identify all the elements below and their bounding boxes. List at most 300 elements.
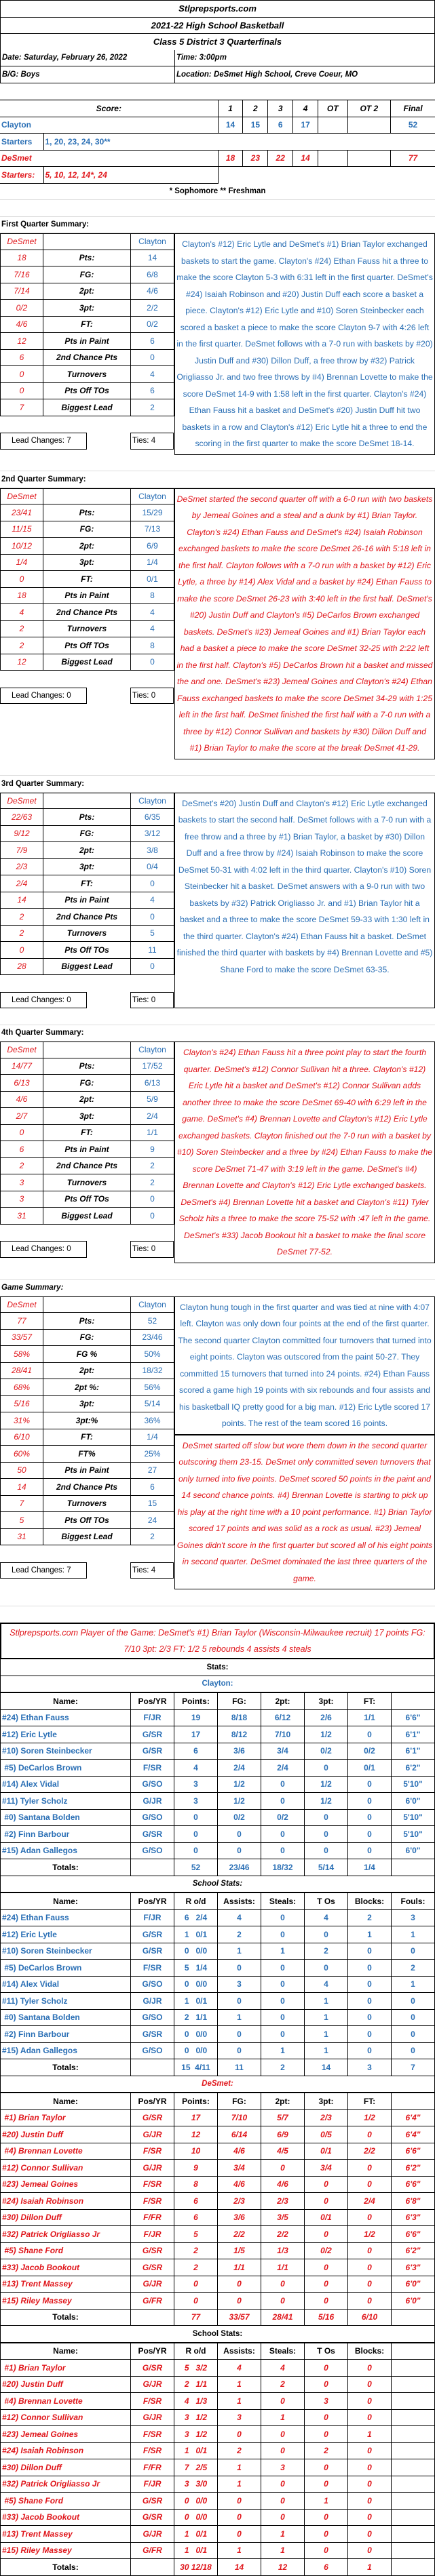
stat-cell: 6'0" xyxy=(392,2293,435,2310)
stat-row xyxy=(0,1463,174,1480)
stat-label: Biggest Lead xyxy=(43,1529,131,1546)
stat-cell: 2 xyxy=(392,1960,435,1977)
desmet-value: 0 xyxy=(0,1125,43,1142)
stat-cell: 3/4 xyxy=(218,2160,261,2177)
stat-cell: 0 xyxy=(174,1826,218,1843)
stat-cell: 0 xyxy=(218,2026,261,2043)
table-row xyxy=(1,1993,435,2010)
desmet-value: 7 xyxy=(0,1496,43,1513)
stat-cell: G/SR xyxy=(131,2493,174,2510)
stat-cell: 0/2 xyxy=(218,1809,261,1826)
table-row xyxy=(1,1909,435,1926)
desmet-value: 3 xyxy=(0,1174,43,1191)
player-name: #10) Soren Steinbecker xyxy=(1,1943,131,1960)
stat-cell: 1/1 xyxy=(218,2259,261,2276)
desmet-value: 7/16 xyxy=(0,266,43,283)
stat-cell: 0/2 xyxy=(305,2242,348,2259)
desmet-value: 2/3 xyxy=(0,859,43,876)
stat-cell: 3 xyxy=(218,2409,261,2426)
stat-cell: 0 xyxy=(218,1842,261,1859)
stat-cell: 1 0/1 xyxy=(174,1926,218,1943)
stat-cell: 0 xyxy=(348,2509,392,2526)
summary-title: First Quarter Summary: xyxy=(0,217,435,234)
stat-cell: 5 3/2 xyxy=(174,2360,218,2377)
player-name: #20) Justin Duff xyxy=(1,2376,131,2393)
player-name: #5) Shane Ford xyxy=(1,2493,131,2510)
stat-cell: 2 1/1 xyxy=(174,2376,218,2393)
lead-changes: Lead Changes: 7 xyxy=(0,1562,87,1579)
stat-row xyxy=(0,1512,174,1529)
summary-block xyxy=(0,776,435,1025)
stat-cell: 0 xyxy=(261,1909,305,1926)
stat-row xyxy=(0,1396,174,1413)
stat-cell: G/SO xyxy=(131,2009,174,2026)
stat-cell: 0/1 xyxy=(305,2143,348,2160)
stat-cell: 0 xyxy=(261,2293,305,2310)
stat-cell: 6/12 xyxy=(261,1709,305,1726)
desmet-narrative: DeSmet started the second quarter off with a 6-0 run with two baskets by Jemeal Goines and a steal and a dunk by #1) Brian Taylor. Clayton's #24) Ethan Fauss and DeSmet's #24) Isaiah Robinson exchanged baskets to make the score DeSmet 26-16 with 5:18 left in the first half. Clayton follows with a 7-0 run with a basket by #12) Eric Lytle, a three by #14) Alex Vidal and a basket by #24) Ethan Fauss to make the score DeSmet 26-23 with 3:40 left in the first half. DeSmet's #20) Justin Duff and Clayton's #5) DeCarlos Brown exchanged baskets. DeSmet's #23) Jemeal Goines and #1) Brian Taylor each had a basket a piece to make the score DeSmet 32-25 with 2:22 left in the first half. Clayton's #5) DeCarlos Brown hit a basket and missed the and one. DeSmet's #23) Jemeal Goines and Clayton's #24) Ethan Fauss exchanged baskets to make the score DeSmet 34-29 with 1:25 left in the first half. DeSmet finished the first half with a 7-0 run with a three by #12) Connor Sullivan and baskets by #30) Dillon Duff and #1) Brian Taylor to make the score at the break DeSmet 41-29. xyxy=(174,488,435,759)
stat-cell: 0 xyxy=(218,2426,261,2443)
stat-cell: 1 xyxy=(261,2542,305,2559)
team-header-desmet: DeSmet xyxy=(0,488,43,505)
stat-cell: G/SR xyxy=(131,2360,174,2377)
player-name: #13) Trent Massey xyxy=(1,2526,131,2543)
stat-cell: G/SR xyxy=(131,1826,174,1843)
column-header xyxy=(392,2343,435,2360)
stat-cell: 0 xyxy=(348,2442,392,2459)
desmet-shooting-table xyxy=(0,2093,435,2326)
stat-cell: 0 xyxy=(261,1976,305,1993)
stat-cell: 0 xyxy=(261,2509,305,2526)
stat-cell: 1 xyxy=(218,1943,261,1960)
scoreboard-header xyxy=(0,100,435,117)
player-name: #12) Eric Lytle xyxy=(1,1726,131,1743)
stat-cell: 1/1 xyxy=(261,2259,305,2276)
stat-cell: 0 xyxy=(348,2176,392,2193)
player-name: #23) Jemeal Goines xyxy=(1,2176,131,2193)
table-header xyxy=(1,2093,435,2110)
stat-cell: 0 xyxy=(392,1993,435,2010)
table-row xyxy=(1,2442,435,2459)
stat-cell: 0 xyxy=(218,1826,261,1843)
stat-cell: 0 xyxy=(305,2509,348,2526)
player-name: #12) Connor Sullivan xyxy=(1,2160,131,2177)
column-header: Name: xyxy=(1,1893,131,1910)
empty-cell xyxy=(218,167,435,184)
stat-cell: 4 xyxy=(174,1760,218,1777)
stat-cell: F/SR xyxy=(131,2193,174,2210)
stat-cell: 0 xyxy=(305,2259,348,2276)
header-blank xyxy=(43,793,131,810)
stat-cell: 0 xyxy=(348,2476,392,2493)
stat-cell: G/SR xyxy=(131,1743,174,1760)
stat-cell: 0 xyxy=(348,1993,392,2010)
summary-stats xyxy=(0,488,174,759)
stat-label: FG % xyxy=(43,1346,131,1363)
clayton-value: 0 xyxy=(131,909,174,926)
stat-cell: 0 xyxy=(348,2242,392,2259)
stat-label: 2pt: xyxy=(43,283,131,300)
spacer xyxy=(0,1008,435,1025)
stat-row xyxy=(0,637,174,654)
stat-row xyxy=(0,399,174,416)
desmet-value: 7 xyxy=(0,399,43,416)
stat-cell: 8 xyxy=(174,2176,218,2193)
clayton-value: 17/52 xyxy=(131,1058,174,1075)
stat-label: Pts in Paint xyxy=(43,1141,131,1158)
stat-row xyxy=(0,266,174,283)
lead-ties-row xyxy=(0,1562,174,1579)
stat-label: Biggest Lead xyxy=(43,654,131,671)
header-blank xyxy=(43,1042,131,1058)
table-row xyxy=(1,1760,435,1777)
stat-cell: 0 xyxy=(348,2160,392,2177)
stat-row xyxy=(0,1058,174,1075)
total-cell xyxy=(392,2559,435,2576)
stat-cell: 0 xyxy=(348,2276,392,2293)
desmet-value: 9/12 xyxy=(0,826,43,843)
stat-cell: 0 xyxy=(261,2476,305,2493)
stat-cell: F/FR xyxy=(131,2459,174,2476)
stat-cell: G/SO xyxy=(131,1809,174,1826)
clayton-value: 2 xyxy=(131,1158,174,1175)
stat-cell: 1 xyxy=(218,2542,261,2559)
stat-label: Turnovers xyxy=(43,1496,131,1513)
desmet-value: 0 xyxy=(0,383,43,400)
stat-cell: 0 xyxy=(261,2493,305,2510)
stat-cell: 1 xyxy=(261,2042,305,2059)
stat-cell: 0 xyxy=(348,1943,392,1960)
table-row xyxy=(1,1709,435,1726)
team-header-desmet: DeSmet xyxy=(0,793,43,810)
stat-cell: 2 xyxy=(174,2259,218,2276)
stat-row xyxy=(0,555,174,572)
clayton-value: 6 xyxy=(131,383,174,400)
period-header: 4 xyxy=(293,100,318,117)
period-score xyxy=(347,150,391,167)
stat-row xyxy=(0,1158,174,1175)
stat-cell: 0 xyxy=(218,2493,261,2510)
starters-list: 1, 20, 23, 24, 30** xyxy=(45,136,111,146)
stat-cell: 5'10" xyxy=(392,1776,435,1793)
stat-label: 2pt: xyxy=(43,538,131,555)
stat-label: 3pt:% xyxy=(43,1412,131,1429)
desmet-value: 2 xyxy=(0,909,43,926)
stat-cell: 6 xyxy=(174,1743,218,1760)
table-row xyxy=(1,2459,435,2476)
stat-cell: 0 0/0 xyxy=(174,2509,218,2526)
clayton-value: 8 xyxy=(131,588,174,605)
lead-changes: Lead Changes: 0 xyxy=(0,992,87,1009)
player-name: #12) Connor Sullivan xyxy=(1,2409,131,2426)
stat-cell: 9 xyxy=(174,2160,218,2177)
period-score: 23 xyxy=(243,150,268,167)
stat-cell: F/JR xyxy=(131,1709,174,1726)
stat-cell: G/SR xyxy=(131,2109,174,2126)
stat-cell: 1 xyxy=(305,1993,348,2010)
stat-cell: 1/2 xyxy=(218,1793,261,1810)
stat-row xyxy=(0,317,174,334)
stat-cell: 1 0/1 xyxy=(174,1993,218,2010)
stat-cell: 3 xyxy=(305,2393,348,2410)
ties: Ties: 0 xyxy=(130,1241,174,1258)
stat-cell: 6'8" xyxy=(392,2193,435,2210)
table-row xyxy=(1,2143,435,2160)
stat-cell: 6'2" xyxy=(392,2160,435,2177)
stat-cell: 4 xyxy=(261,2360,305,2377)
player-name: #33) Jacob Bookout xyxy=(1,2259,131,2276)
stat-cell: 0 xyxy=(218,2276,261,2293)
stat-row xyxy=(0,926,174,943)
desmet-value: 60% xyxy=(0,1446,43,1463)
stat-cell: 0 xyxy=(305,1826,348,1843)
stat-cell: 6'6" xyxy=(392,1709,435,1726)
stat-row xyxy=(0,1141,174,1158)
stat-cell: 1 xyxy=(261,2409,305,2426)
team-header-clayton: Clayton xyxy=(131,1296,174,1313)
game-time: Time: 3:00pm xyxy=(176,54,227,62)
team-header-clayton: Clayton xyxy=(131,488,174,505)
stat-cell: 0 xyxy=(261,1960,305,1977)
stat-cell: 0 0/0 xyxy=(174,1943,218,1960)
stat-label: 2nd Chance Pts xyxy=(43,604,131,621)
column-header: Pos/YR xyxy=(131,2093,174,2110)
desmet-value: 2 xyxy=(0,926,43,943)
stat-cell: 2 xyxy=(305,1943,348,1960)
totals-row xyxy=(1,1859,435,1876)
stat-cell: G/SO xyxy=(131,1976,174,1993)
table-row xyxy=(1,2409,435,2426)
clayton-value: 4/6 xyxy=(131,283,174,300)
clayton-school-stats-table xyxy=(0,1893,435,2076)
clayton-value: 0/1 xyxy=(131,571,174,588)
stat-cell: G/SR xyxy=(131,1943,174,1960)
summary-stats-header xyxy=(0,1296,174,1313)
stat-cell: 3/4 xyxy=(305,2160,348,2177)
final-score: 52 xyxy=(391,117,435,134)
stat-cell: 0 xyxy=(218,1993,261,2010)
clayton-value: 36% xyxy=(131,1412,174,1429)
clayton-value: 0 xyxy=(131,350,174,367)
stat-cell: 5'10" xyxy=(392,1826,435,1843)
column-header: T Os xyxy=(305,1893,348,1910)
stat-cell: 4/6 xyxy=(218,2176,261,2193)
stat-cell xyxy=(392,2526,435,2543)
table-header xyxy=(1,1893,435,1910)
totals-row xyxy=(1,2309,435,2326)
lead-ties-row xyxy=(0,688,174,705)
clayton-value: 6/9 xyxy=(131,538,174,555)
stat-cell xyxy=(392,2360,435,2377)
stat-cell: 7/10 xyxy=(218,2109,261,2126)
stat-row xyxy=(0,942,174,959)
spacer xyxy=(0,1225,174,1242)
stat-cell: 0 xyxy=(305,2293,348,2310)
desmet-value: 58% xyxy=(0,1346,43,1363)
team-header-desmet: DeSmet xyxy=(0,233,43,250)
table-row xyxy=(1,2526,435,2543)
total-cell: 5/16 xyxy=(305,2309,348,2326)
column-header: FG: xyxy=(218,2093,261,2110)
stat-cell: 1 0/1 xyxy=(174,2542,218,2559)
team-header-desmet: DeSmet xyxy=(0,1042,43,1058)
period-header: 1 xyxy=(218,100,243,117)
table-row xyxy=(1,1842,435,1859)
spacer xyxy=(0,83,435,100)
stat-cell: G/SO xyxy=(131,2042,174,2059)
stat-cell: 1/5 xyxy=(218,2242,261,2259)
stat-cell: 19 xyxy=(174,1709,218,1726)
period-header: 3 xyxy=(268,100,293,117)
desmet-value: 11/15 xyxy=(0,521,43,538)
stat-cell: F/JR xyxy=(131,1909,174,1926)
stat-cell: G/JR xyxy=(131,1793,174,1810)
total-cell xyxy=(131,1859,174,1876)
desmet-value: 31 xyxy=(0,1529,43,1546)
stat-cell: 1 xyxy=(305,2026,348,2043)
player-name: #32) Patrick Origliasso Jr xyxy=(1,2226,131,2243)
spacer xyxy=(0,1589,435,1606)
stat-row xyxy=(0,350,174,367)
total-cell xyxy=(131,2059,174,2076)
stat-cell xyxy=(392,2376,435,2393)
stat-cell: 0 xyxy=(305,1960,348,1977)
stat-cell xyxy=(392,2393,435,2410)
stat-cell: 1 xyxy=(348,2426,392,2443)
total-cell: 11 xyxy=(218,2059,261,2076)
totals-label: Totals: xyxy=(1,2559,131,2576)
clayton-value: 6 xyxy=(131,1479,174,1496)
clayton-value: 4 xyxy=(131,621,174,638)
stat-cell: 3 xyxy=(392,1909,435,1926)
date-time-row xyxy=(0,50,435,67)
stat-cell: F/SR xyxy=(131,2393,174,2410)
stat-cell: 3 1/2 xyxy=(174,2426,218,2443)
desmet-value: 31% xyxy=(0,1412,43,1429)
total-cell: 30 12/18 xyxy=(174,2559,218,2576)
stat-cell xyxy=(392,2442,435,2459)
player-name: #11) Tyler Scholz xyxy=(1,1993,131,2010)
stat-cell: F/FR xyxy=(131,2209,174,2226)
site-title-text: Stlprepsports.com xyxy=(178,3,257,14)
stat-cell: 2/2 xyxy=(218,2226,261,2243)
stat-cell: 0 xyxy=(261,2393,305,2410)
stat-cell xyxy=(392,2493,435,2510)
total-cell: 18/32 xyxy=(261,1859,305,1876)
stat-cell: 1 xyxy=(218,2459,261,2476)
stat-cell: 0/1 xyxy=(348,1760,392,1777)
totals-row xyxy=(1,2559,435,2576)
stat-cell: 1/3 xyxy=(261,2242,305,2259)
stat-cell: 3/4 xyxy=(261,1743,305,1760)
stat-label: Biggest Lead xyxy=(43,1208,131,1225)
stat-row xyxy=(0,538,174,555)
column-header: Name: xyxy=(1,1693,131,1710)
player-name: #30) Dillon Duff xyxy=(1,2459,131,2476)
desmet-value: 6/10 xyxy=(0,1429,43,1446)
desmet-value: 23/41 xyxy=(0,504,43,521)
stat-cell: 2 xyxy=(174,2242,218,2259)
stat-label: Pts in Paint xyxy=(43,333,131,350)
summary-split xyxy=(0,488,435,759)
summary-block xyxy=(0,1280,435,1606)
clayton-value: 11 xyxy=(131,942,174,959)
stat-cell: G/FR xyxy=(131,2293,174,2310)
summary-block xyxy=(0,217,435,472)
stat-cell: 3 xyxy=(174,1793,218,1810)
stat-label: 3pt: xyxy=(43,555,131,572)
stat-row xyxy=(0,875,174,892)
stat-cell: 4 xyxy=(218,1909,261,1926)
stat-cell: 0 xyxy=(305,1760,348,1777)
desmet-starters-row xyxy=(0,167,435,184)
summary-title: 2nd Quarter Summary: xyxy=(0,471,435,488)
period-score: 14 xyxy=(218,117,243,134)
stat-cell: 0 xyxy=(305,1809,348,1826)
stat-row xyxy=(0,1363,174,1380)
clayton-value: 8 xyxy=(131,637,174,654)
stat-row xyxy=(0,909,174,926)
header-blank xyxy=(43,1296,131,1313)
stat-label: FT: xyxy=(43,317,131,334)
table-row xyxy=(1,2393,435,2410)
stat-cell: F/SR xyxy=(131,1960,174,1977)
season-title-text: 2021-22 High School Basketball xyxy=(151,20,284,31)
ties: Ties: 4 xyxy=(130,1562,174,1579)
total-cell: 6 xyxy=(305,2559,348,2576)
gender: B/G: Boys xyxy=(1,66,175,83)
stat-cell xyxy=(392,2542,435,2559)
table-row xyxy=(1,2226,435,2243)
summary-stats-header xyxy=(0,1042,174,1058)
stat-cell xyxy=(392,2476,435,2493)
desmet-value: 0 xyxy=(0,366,43,383)
column-header: Pos/YR xyxy=(131,1893,174,1910)
period-score xyxy=(347,117,391,134)
desmet-value: 4/6 xyxy=(0,317,43,334)
stat-row xyxy=(0,571,174,588)
total-cell: 77 xyxy=(174,2309,218,2326)
stat-cell: 0 xyxy=(305,2459,348,2476)
stat-cell: 0 xyxy=(348,2493,392,2510)
clayton-value: 14 xyxy=(131,250,174,267)
table-row xyxy=(1,2542,435,2559)
stat-cell: 6'4" xyxy=(392,2109,435,2126)
stat-cell: 8/18 xyxy=(218,1709,261,1726)
totals-label: Totals: xyxy=(1,2309,131,2326)
summary-stats-header xyxy=(0,488,174,505)
stat-cell: 0 xyxy=(348,2542,392,2559)
team-name-clayton: Clayton xyxy=(0,117,218,134)
stat-cell: 0 xyxy=(348,1960,392,1977)
season-title xyxy=(0,17,435,34)
clayton-narrative: Clayton hung tough in the first quarter and was tied at nine with 4:07 left. Clayton was only down four points at the end of the first quarter. The second quarter Clayton committed four turnovers that turned into eight points. Clayton was outscored from the paint 50-27. They committed 15 turnovers that turned into 24 points. #24) Ethan Fauss scored a game high 19 points with six rebounds and four assists and his basketball IQ pretty good for a big man. #12) Eric Lytle scored 17 points. The rest of the team scored 16 points. xyxy=(174,1296,435,1435)
stat-label: Biggest Lead xyxy=(43,399,131,416)
column-header: T Os xyxy=(305,2343,348,2360)
stat-cell: F/SR xyxy=(131,2426,174,2443)
stat-cell: 0 xyxy=(348,2459,392,2476)
stat-cell: 12 xyxy=(174,2126,218,2143)
table-row xyxy=(1,1826,435,1843)
total-cell: 1 xyxy=(348,2559,392,2576)
stat-cell: G/SO xyxy=(131,1842,174,1859)
stat-label: Turnovers xyxy=(43,926,131,943)
stat-cell: 0 xyxy=(305,2193,348,2210)
event-title-text: Class 5 District 3 Quarterfinals xyxy=(153,37,282,47)
table-row xyxy=(1,2509,435,2526)
player-name: #24) Ethan Fauss xyxy=(1,1709,131,1726)
stat-row xyxy=(0,1496,174,1513)
